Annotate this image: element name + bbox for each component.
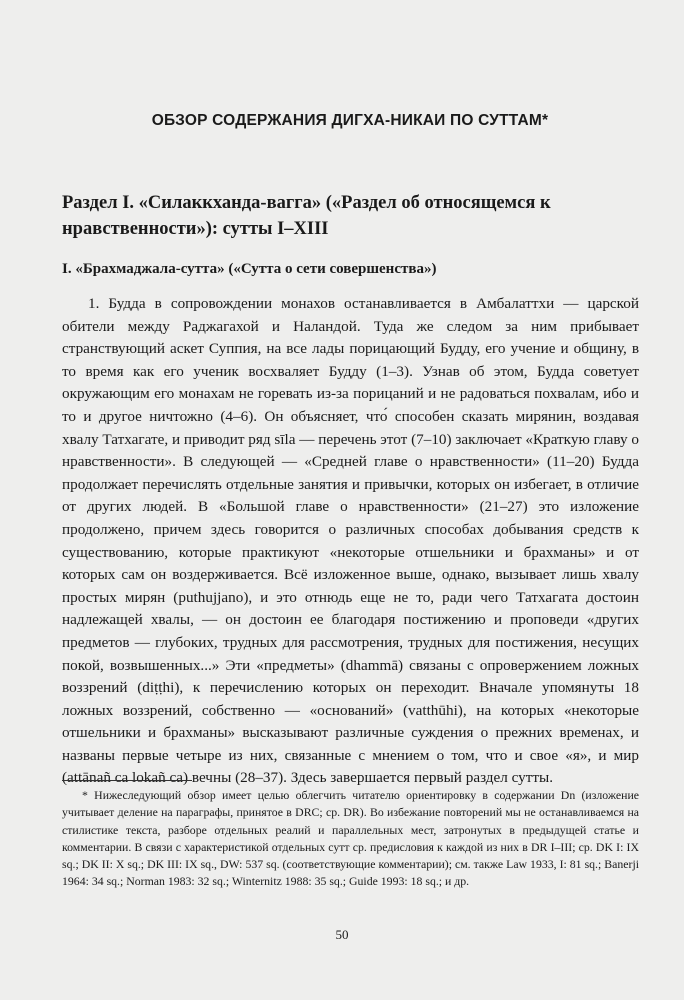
footnote-separator	[62, 780, 192, 781]
footnote: * Нижеследующий обзор имеет целью облегчить читателю ориентировку в содержании Dn (изложение учитывает деление на параграфы, принятое в DRC; ср. DR). Во избежание повторений мы не останавливаемся на стилистике текста, разборе отдельных реалий и параллельных мест, затронутых в предыдущей статье и комментарии. В связи с характеристикой отдельных сутт ср. предисловия к каждой из них в DR I–III; ср. DK I: IX sq.; DK II: X sq.; DK III: IX sq., DW: 537 sq. (соответствующие комментарии); см. также Law 1933, I: 81 sq.; Banerji 1964: 34 sq.; Norman 1983: 32 sq.; Winternitz 1988: 35 sq.; Guide 1993: 18 sq.; и др.	[62, 788, 639, 889]
section-heading: Раздел I. «Силаккханда-вагга» («Раздел об относящемся к нравственности»): сутты I–XIII	[62, 193, 551, 239]
page-number: 50	[335, 927, 349, 942]
subsection-heading: I. «Брахмаджала-сутта» («Сутта о сети совершенства»)	[62, 261, 437, 277]
chapter-title: ОБЗОР СОДЕРЖАНИЯ ДИГХА-НИКАИ ПО СУТТАМ*	[151, 112, 549, 129]
body-paragraph: 1. Будда в сопровождении монахов останавливается в Амбалаттхи — царской обители между Раджагахой и Наландой. Туда же следом за ним прибывает странствующий аскет Суппия, на все лады порицающий Будду, его учение и общину, в то время как его ученик восхваляет Будду (1–3). Узнав об этом, Будда советует окружающим его монахам не горевать из-за порицаний и не радоваться похвалам, ибо и то и другое ничтожно (4–6). Он объясняет, что́ способен сказать мирянин, воздавая хвалу Татхагате, и приводит ряд sīla — перечень этот (7–10) заключает «Краткую главу о нравственности». В следующей — «Средней главе о нравственности» (11–20) Будда продолжает перечислять отдельные занятия и привычки, которых он избегает, в отличие от других людей. В «Большой главе о нравственности» (21–27) это изложение продолжено, причем здесь говорится о различных способах добывания средств к существованию, которые практикуют «некоторые отшельники и брахманы» и от которых сам он воздерживается. Всё изложенное выше, однако, вызывает лишь хвалу простых мирян (puthujjano), и это отнюдь еще не то, ради чего Татхагата достоин надлежащей хвалы, — он достоин ее благодаря постижению и проповеди «других предметов — глубоких, трудных для рассмотрения, трудных для постижения, несущих покой, возвышенных...» Эти «предметы» (dhammā) связаны с опровержением ложных воззрений (diṭṭhi), к перечислению которых он переходит. Вначале упомянуты 18 ложных воззрений, собственно — «оснований» (vatthūhi), на которых «некоторые отшельники и брахманы» высказывают различные суждения о прежних временах, и названы первые четыре из них, связанные с мнением о том, что и свое «я», и мир (attānañ ca lokañ ca) вечны (28–37). Здесь завершается первый раздел сутты.	[62, 295, 639, 787]
